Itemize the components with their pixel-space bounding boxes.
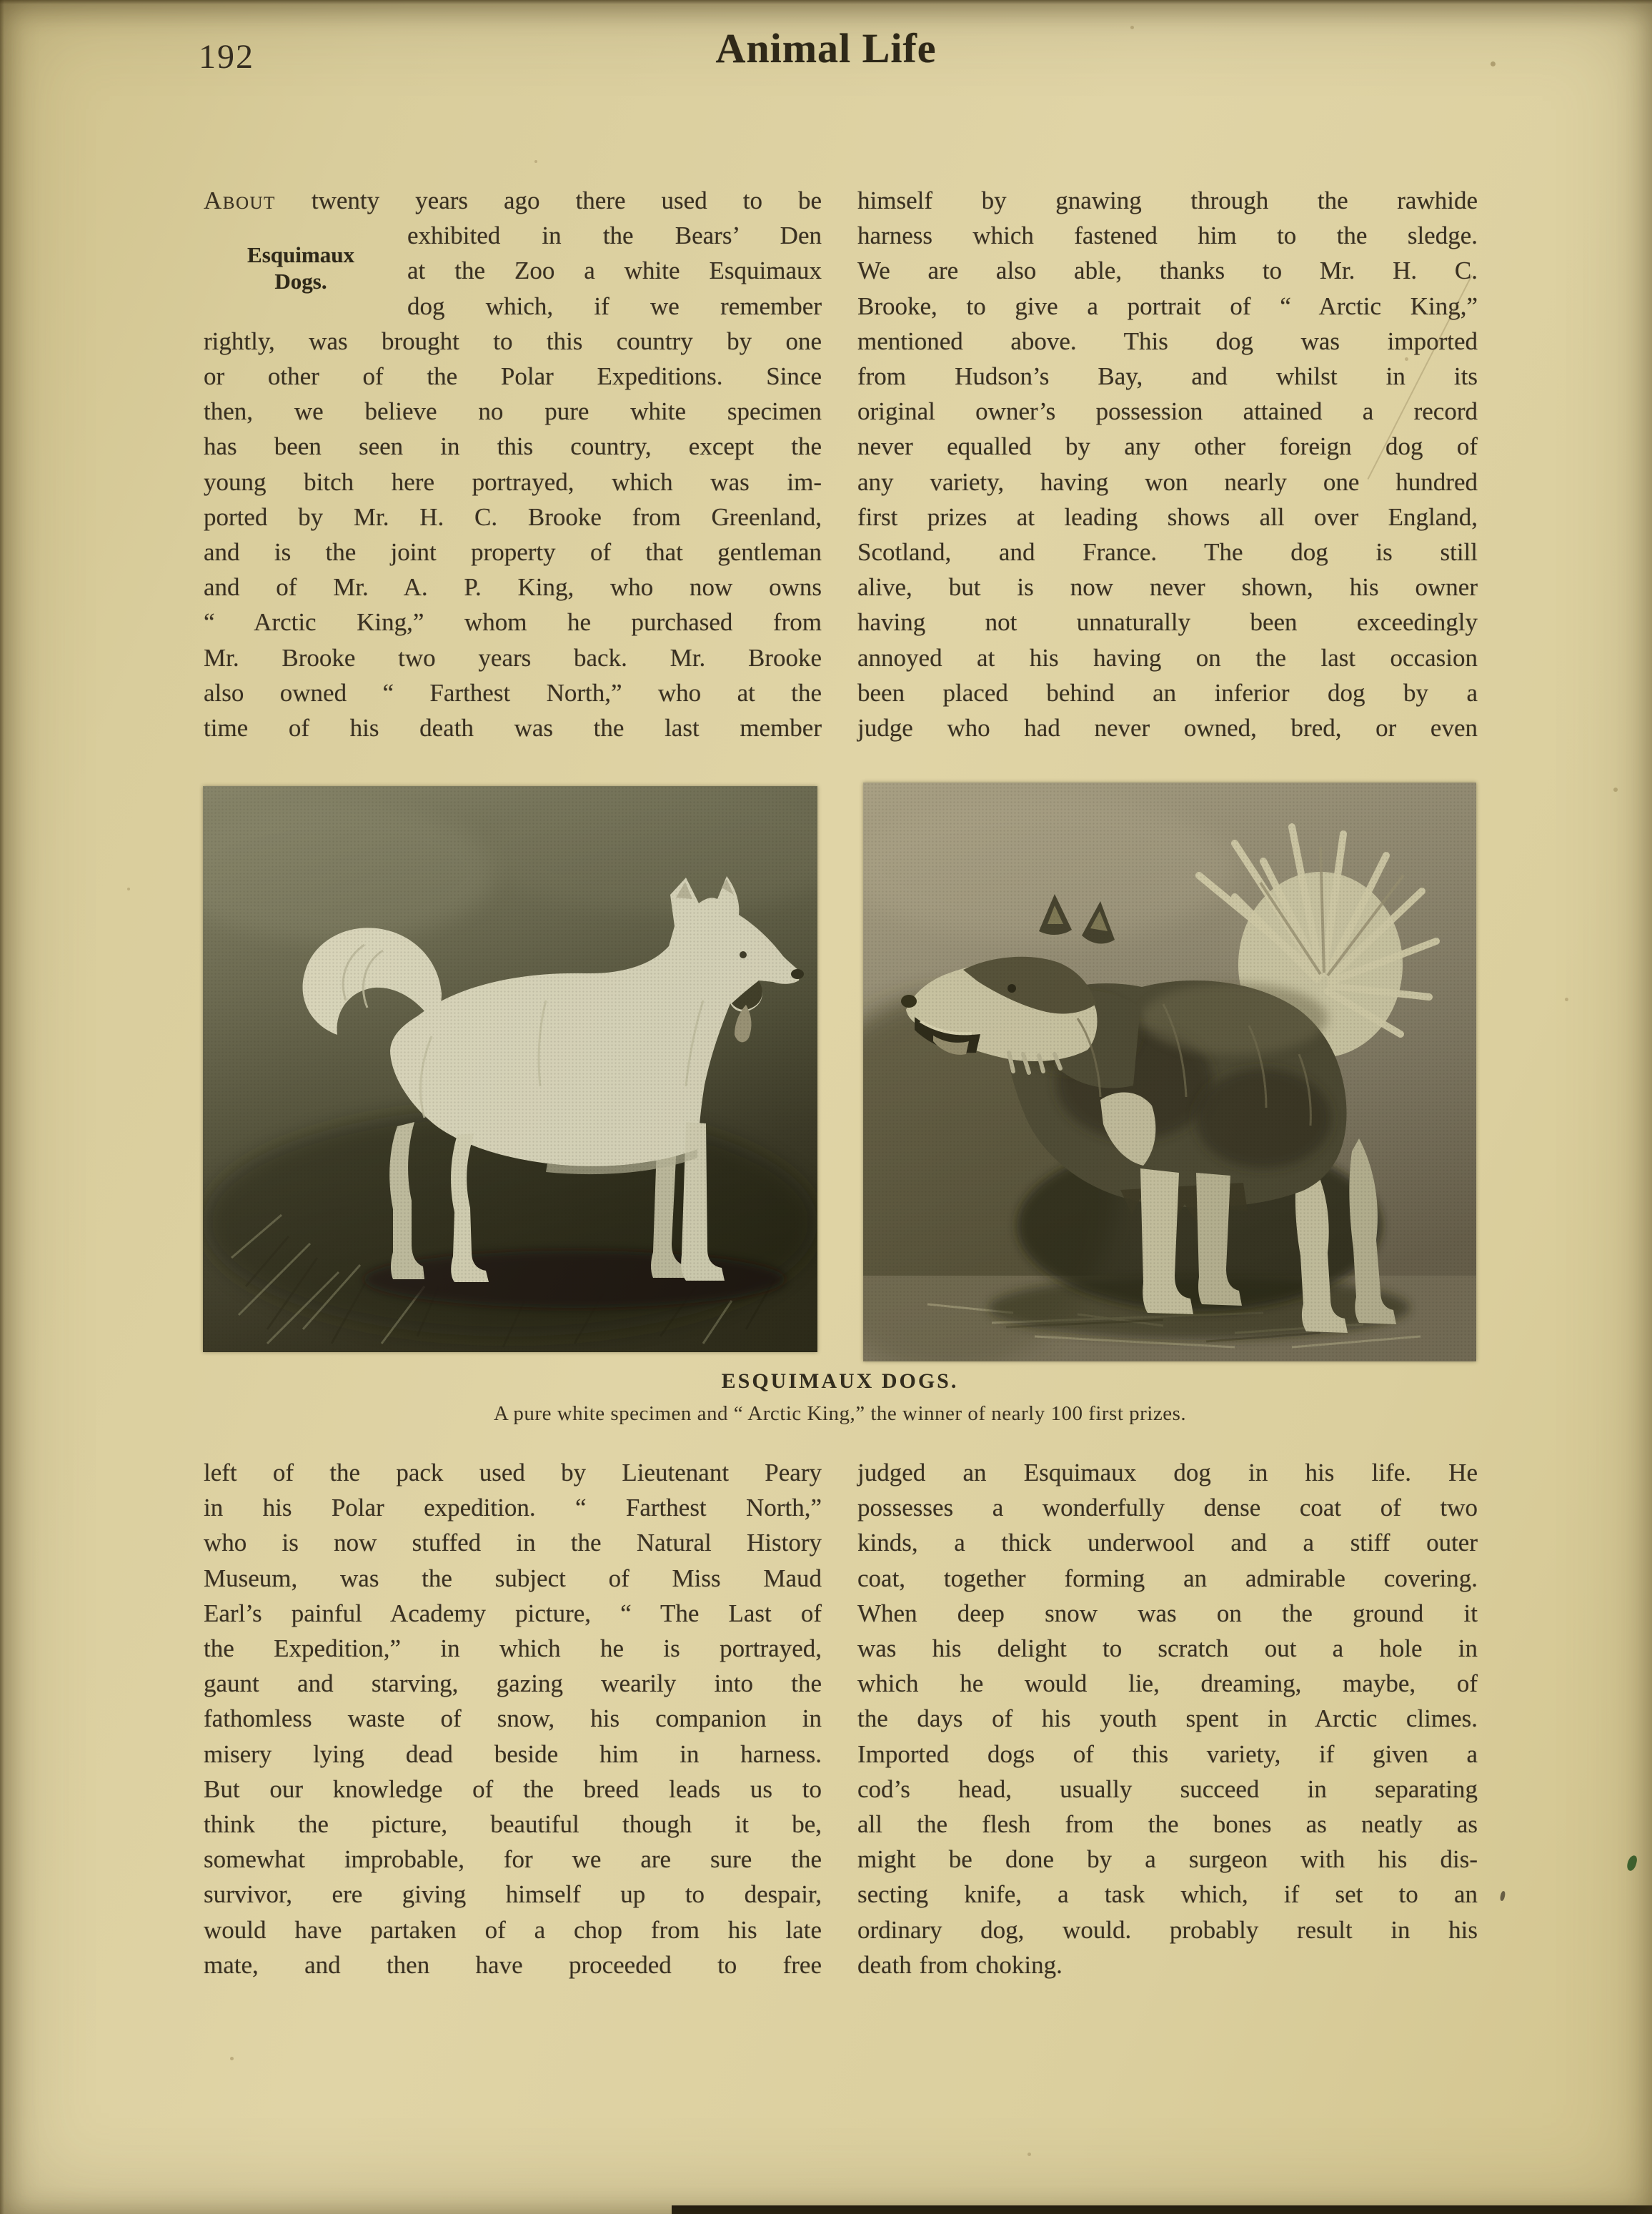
text-line: from Hudson’s Bay, and whilst in its <box>857 362 1478 391</box>
text-line: survivor, ere giving himself up to despair, <box>204 1880 822 1909</box>
text-line: having not unnaturally been exceedingly <box>857 608 1478 637</box>
text-line: Mr. Brooke two years back. Mr. Brooke <box>204 643 822 672</box>
text-line: mentioned above. This dog was imported <box>857 327 1478 355</box>
caption-subtitle: A pure white specimen and “ Arctic King,” the winner of nearly 100 first prizes. <box>493 1402 1187 1425</box>
text-line: misery lying dead beside him in harness. <box>204 1739 822 1768</box>
text-line: We are also able, thanks to Mr. H. C. <box>857 257 1478 285</box>
text-line: harness which fastened him to the sledge. <box>857 222 1478 250</box>
sidenote-esquimaux-dogs <box>204 242 398 294</box>
text-line: who is now stuffed in the Natural History <box>204 1529 822 1557</box>
text-line: also owned “ Farthest North,” who at the <box>204 678 822 707</box>
text-line: gaunt and starving, gazing wearily into the <box>204 1669 822 1698</box>
small-caps-word: About <box>204 187 276 214</box>
text-line: which he would lie, dreaming, maybe, of <box>857 1669 1478 1698</box>
photograph-white-esquimaux-dog <box>203 786 817 1352</box>
figure-caption <box>204 1369 1476 1426</box>
text-line: was his delight to scratch out a hole in <box>857 1634 1478 1663</box>
text-line: then, we believe no pure white specimen <box>204 397 822 426</box>
photograph-arctic-king <box>863 783 1476 1361</box>
text-line: the Expedition,” in which he is portrayed, <box>204 1634 822 1663</box>
text-line: rightly, was brought to this country by one <box>204 327 822 355</box>
text-line: When deep snow was on the ground it <box>857 1599 1478 1627</box>
caption-title: ESQUIMAUX DOGS. <box>721 1369 959 1393</box>
scan-top-edge-shadow <box>0 0 1652 4</box>
page-number: 192 <box>199 38 254 76</box>
green-ink-mark <box>1626 1855 1638 1872</box>
indented-lines <box>407 218 822 324</box>
top-left-column <box>204 183 822 745</box>
text-line: been placed behind an inferior dog by a <box>857 678 1478 707</box>
text-line: possesses a wonderfully dense coat of two <box>857 1494 1478 1522</box>
text-line-last: death from choking. <box>857 1950 1063 1979</box>
column-lines <box>204 324 822 745</box>
text-line: ordinary dog, would. probably result in his <box>857 1915 1478 1944</box>
text-line: any variety, having won nearly one hundred <box>857 467 1478 496</box>
top-right-column <box>857 183 1478 745</box>
text-line: original owner’s possession attained a record <box>857 397 1478 426</box>
text-line: and of Mr. A. P. King, who now owns <box>204 573 822 602</box>
sidenote-line2: Dogs. <box>274 269 327 294</box>
text-line: might be done by a surgeon with his dis- <box>857 1845 1478 1874</box>
text-line: think the picture, beautiful though it be, <box>204 1810 822 1839</box>
running-head-title: Animal Life <box>715 25 937 71</box>
bottom-left-column <box>204 1455 822 1982</box>
text-line: and is the joint property of that gentleman <box>204 538 822 567</box>
text-line: kinds, a thick underwool and a stiff outer <box>857 1529 1478 1557</box>
ink-speck <box>1500 1891 1506 1902</box>
text-line: cod’s head, usually succeed in separating <box>857 1774 1478 1803</box>
foxing-speck <box>1565 998 1568 1001</box>
text-line: would have partaken of a chop from his late <box>204 1915 822 1944</box>
text-line: But our knowledge of the breed leads us to <box>204 1774 822 1803</box>
text-line: Imported dogs of this variety, if given a <box>857 1739 1478 1768</box>
white-dog-illustration <box>203 786 817 1352</box>
text-line: Brooke, to give a portrait of “ Arctic King,” <box>857 292 1478 320</box>
text-line: time of his death was the last member <box>204 714 822 743</box>
text-line: fathomless waste of snow, his companion in <box>204 1704 822 1733</box>
sidenote-line1: Esquimaux <box>247 242 354 267</box>
column-lines <box>857 1455 1478 1947</box>
scan-left-edge-shadow <box>0 0 4 2214</box>
text-line: or other of the Polar Expeditions. Since <box>204 362 822 391</box>
text-line: Earl’s painful Academy picture, “ The Last of <box>204 1599 822 1627</box>
text-line: judge who had never owned, bred, or even <box>857 714 1478 743</box>
text-line: first prizes at leading shows all over England, <box>857 502 1478 531</box>
text-line: all the flesh from the bones as neatly as <box>857 1810 1478 1839</box>
text-line: left of the pack used by Lieutenant Peary <box>204 1459 822 1486</box>
foxing-speck <box>1027 2153 1031 2156</box>
text-line: annoyed at his having on the last occasion <box>857 643 1478 672</box>
text-line: dog which, if we remember <box>407 292 822 320</box>
arctic-king-illustration <box>863 783 1476 1361</box>
text-line: judged an Esquimaux dog in his life. He <box>857 1459 1478 1486</box>
text-line-first <box>204 183 822 218</box>
text-line: secting knife, a task which, if set to an <box>857 1880 1478 1909</box>
text-line: young bitch here portrayed, which was im- <box>204 467 822 496</box>
foxing-speck <box>534 160 537 163</box>
foxing-speck <box>127 888 130 890</box>
text-line: mate, and then have proceeded to free <box>204 1950 822 1979</box>
text-line: Scotland, and France. The dog is still <box>857 538 1478 567</box>
bottom-right-column <box>857 1455 1478 1982</box>
text-line: ported by Mr. H. C. Brooke from Greenland, <box>204 502 822 531</box>
first-line-rest: twenty years ago there used to be <box>311 187 822 214</box>
text-line: has been seen in this country, except the <box>204 432 822 461</box>
text-line: “ Arctic King,” whom he purchased from <box>204 608 822 637</box>
text-line: exhibited in the Bears’ Den <box>407 222 822 250</box>
text-line: alive, but is now never shown, his owner <box>857 573 1478 602</box>
text-line: somewhat improbable, for we are sure the <box>204 1845 822 1874</box>
scan-bottom-edge <box>672 2205 1652 2214</box>
foxing-speck <box>230 2057 234 2060</box>
text-line: the days of his youth spent in Arctic climes. <box>857 1704 1478 1733</box>
text-line: at the Zoo a white Esquimaux <box>407 257 822 285</box>
text-line: himself by gnawing through the rawhide <box>857 187 1478 214</box>
text-line: in his Polar expedition. “ Farthest North,” <box>204 1494 822 1522</box>
text-line: coat, together forming an admirable covering. <box>857 1564 1478 1592</box>
foxing-speck <box>1613 788 1618 792</box>
text-line: Museum, was the subject of Miss Maud <box>204 1564 822 1592</box>
text-line: never equalled by any other foreign dog of <box>857 432 1478 461</box>
